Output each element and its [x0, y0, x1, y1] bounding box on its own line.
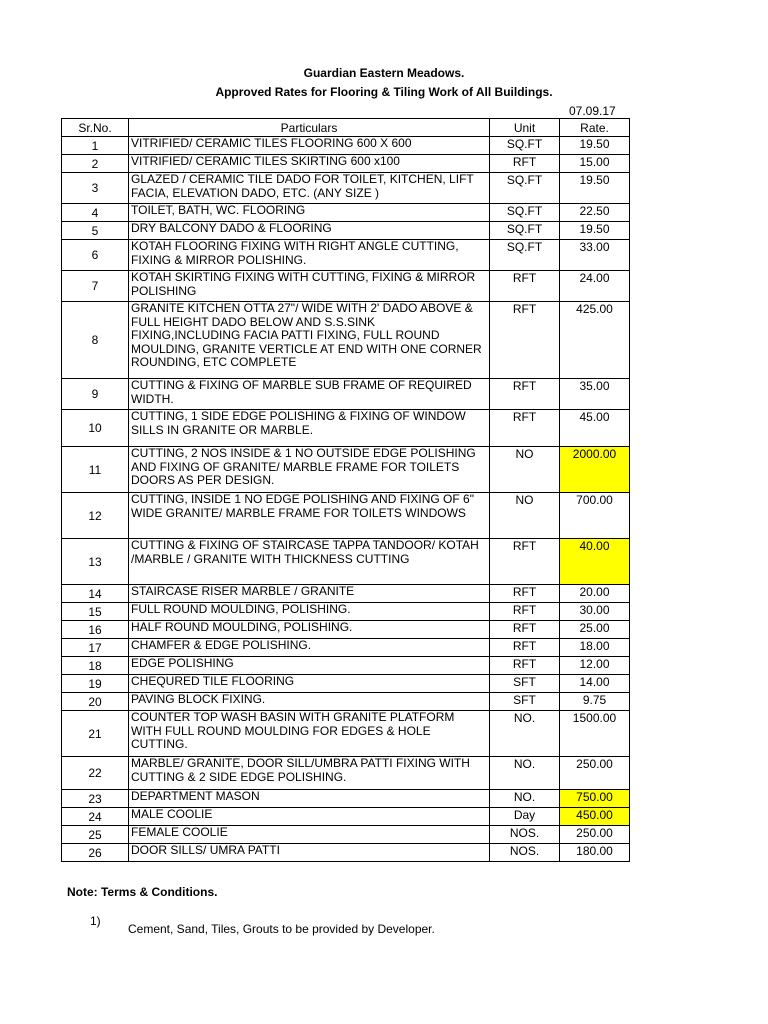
row-particulars: DRY BALCONY DADO & FLOORING: [129, 222, 490, 240]
table-row: [62, 639, 630, 657]
row-unit: RFT: [490, 639, 560, 657]
row-unit: RFT: [490, 657, 560, 675]
row-particulars: EDGE POLISHING: [129, 657, 490, 675]
row-srno: 14: [62, 585, 129, 603]
row-particulars: TOILET, BATH, WC. FLOORING: [129, 204, 490, 222]
row-rate: 12.00: [560, 657, 630, 675]
row-unit: NO: [490, 447, 560, 493]
table-row: [62, 222, 630, 240]
rates-table: [61, 118, 630, 862]
row-rate: 19.50: [560, 137, 630, 155]
row-particulars: CHAMFER & EDGE POLISHING.: [129, 639, 490, 657]
row-srno: 2: [62, 155, 129, 173]
table-row: [62, 711, 630, 757]
row-rate: 14.00: [560, 675, 630, 693]
row-rate: 20.00: [560, 585, 630, 603]
row-rate: 33.00: [560, 240, 630, 271]
document-date: 07.09.17: [569, 104, 616, 118]
row-particulars: COUNTER TOP WASH BASIN WITH GRANITE PLATFORM WITH FULL ROUND MOULDING FOR EDGES & HOLE CUTTING.: [129, 711, 490, 757]
row-unit: SQ.FT: [490, 222, 560, 240]
row-particulars: FULL ROUND MOULDING, POLISHING.: [129, 603, 490, 621]
row-srno: 13: [62, 539, 129, 585]
row-rate: 19.50: [560, 173, 630, 204]
row-rate: 250.00: [560, 826, 630, 844]
row-srno: 10: [62, 410, 129, 447]
notes-heading: Note: Terms & Conditions.: [67, 885, 218, 899]
table-row: [62, 757, 630, 790]
row-unit: NOS.: [490, 844, 560, 862]
row-rate: 15.00: [560, 155, 630, 173]
table-row: [62, 621, 630, 639]
row-srno: 26: [62, 844, 129, 862]
row-srno: 7: [62, 271, 129, 302]
row-rate: 22.50: [560, 204, 630, 222]
row-rate: 250.00: [560, 757, 630, 790]
row-srno: 11: [62, 447, 129, 493]
row-unit: RFT: [490, 539, 560, 585]
row-unit: RFT: [490, 271, 560, 302]
row-rate: 425.00: [560, 302, 630, 379]
row-srno: 4: [62, 204, 129, 222]
row-rate: 450.00: [560, 808, 630, 826]
row-srno: 5: [62, 222, 129, 240]
row-particulars: STAIRCASE RISER MARBLE / GRANITE: [129, 585, 490, 603]
row-unit: SQ.FT: [490, 137, 560, 155]
row-srno: 24: [62, 808, 129, 826]
row-unit: RFT: [490, 621, 560, 639]
row-unit: SQ.FT: [490, 173, 560, 204]
row-rate: 35.00: [560, 379, 630, 410]
table-row: [62, 155, 630, 173]
row-particulars: MARBLE/ GRANITE, DOOR SILL/UMBRA PATTI FIXING WITH CUTTING & 2 SIDE EDGE POLISHING.: [129, 757, 490, 790]
row-unit: NOS.: [490, 826, 560, 844]
row-srno: 19: [62, 675, 129, 693]
row-particulars: FEMALE COOLIE: [129, 826, 490, 844]
row-rate: 40.00: [560, 539, 630, 585]
row-particulars: MALE COOLIE: [129, 808, 490, 826]
table-row: [62, 675, 630, 693]
row-particulars: VITRIFIED/ CERAMIC TILES FLOORING 600 X 600: [129, 137, 490, 155]
table-row: [62, 539, 630, 585]
row-unit: RFT: [490, 603, 560, 621]
row-srno: 21: [62, 711, 129, 757]
row-particulars: HALF ROUND MOULDING, POLISHING.: [129, 621, 490, 639]
row-srno: 25: [62, 826, 129, 844]
row-rate: 9.75: [560, 693, 630, 711]
row-unit: SQ.FT: [490, 204, 560, 222]
table-row: [62, 844, 630, 862]
row-rate: 24.00: [560, 271, 630, 302]
row-rate: 30.00: [560, 603, 630, 621]
table-row: [62, 410, 630, 447]
row-srno: 6: [62, 240, 129, 271]
row-particulars: DOOR SILLS/ UMRA PATTI: [129, 844, 490, 862]
row-unit: NO: [490, 493, 560, 539]
row-unit: NO.: [490, 790, 560, 808]
table-row: [62, 603, 630, 621]
row-unit: RFT: [490, 302, 560, 379]
table-row: [62, 302, 630, 379]
row-srno: 23: [62, 790, 129, 808]
row-unit: SFT: [490, 675, 560, 693]
table-row: [62, 808, 630, 826]
row-unit: RFT: [490, 585, 560, 603]
col-header-rate: Rate.: [560, 119, 630, 137]
row-unit: Day: [490, 808, 560, 826]
company-name: Guardian Eastern Meadows.: [303, 66, 465, 80]
row-rate: 18.00: [560, 639, 630, 657]
row-srno: 17: [62, 639, 129, 657]
row-particulars: KOTAH SKIRTING FIXING WITH CUTTING, FIXING & MIRROR POLISHING: [129, 271, 490, 302]
row-rate: 2000.00: [560, 447, 630, 493]
row-unit: SQ.FT: [490, 240, 560, 271]
row-particulars: GLAZED / CERAMIC TILE DADO FOR TOILET, KITCHEN, LIFT FACIA, ELEVATION DADO, ETC. (ANY SIZE ): [129, 173, 490, 204]
table-row: [62, 271, 630, 302]
table-row: [62, 204, 630, 222]
row-particulars: PAVING BLOCK FIXING.: [129, 693, 490, 711]
term-text: Cement, Sand, Tiles, Grouts to be provided by Developer.: [128, 922, 435, 936]
row-particulars: CHEQURED TILE FLOORING: [129, 675, 490, 693]
row-unit: RFT: [490, 410, 560, 447]
row-unit: SFT: [490, 693, 560, 711]
table-row: [62, 137, 630, 155]
row-particulars: DEPARTMENT MASON: [129, 790, 490, 808]
row-unit: NO.: [490, 757, 560, 790]
row-particulars: CUTTING, INSIDE 1 NO EDGE POLISHING AND FIXING OF 6" WIDE GRANITE/ MARBLE FRAME FOR TOILETS WINDOWS: [129, 493, 490, 539]
col-header-srno: Sr.No.: [62, 119, 129, 137]
row-particulars: CUTTING & FIXING OF MARBLE SUB FRAME OF REQUIRED WIDTH.: [129, 379, 490, 410]
row-particulars: CUTTING, 1 SIDE EDGE POLISHING & FIXING OF WINDOW SILLS IN GRANITE OR MARBLE.: [129, 410, 490, 447]
document-title: Approved Rates for Flooring & Tiling Work of All Buildings.: [215, 85, 553, 99]
row-unit: NO.: [490, 711, 560, 757]
row-srno: 22: [62, 757, 129, 790]
row-rate: 180.00: [560, 844, 630, 862]
row-rate: 750.00: [560, 790, 630, 808]
row-unit: RFT: [490, 155, 560, 173]
row-srno: 8: [62, 302, 129, 379]
term-number: 1): [90, 914, 101, 928]
row-srno: 15: [62, 603, 129, 621]
table-row: [62, 493, 630, 539]
row-particulars: CUTTING, 2 NOS INSIDE & 1 NO OUTSIDE EDGE POLISHING AND FIXING OF GRANITE/ MARBLE FRAME FOR TOILETS DOORS AS PER DESIGN.: [129, 447, 490, 493]
row-srno: 9: [62, 379, 129, 410]
row-srno: 20: [62, 693, 129, 711]
table-row: [62, 657, 630, 675]
table-header-row: [62, 119, 630, 137]
row-particulars: KOTAH FLOORING FIXING WITH RIGHT ANGLE CUTTING, FIXING & MIRROR POLISHING.: [129, 240, 490, 271]
col-header-unit: Unit: [490, 119, 560, 137]
table-row: [62, 447, 630, 493]
row-rate: 1500.00: [560, 711, 630, 757]
row-particulars: VITRIFIED/ CERAMIC TILES SKIRTING 600 x100: [129, 155, 490, 173]
row-srno: 12: [62, 493, 129, 539]
row-srno: 18: [62, 657, 129, 675]
row-unit: RFT: [490, 379, 560, 410]
table-row: [62, 173, 630, 204]
row-rate: 25.00: [560, 621, 630, 639]
col-header-particulars: Particulars: [129, 119, 490, 137]
row-rate: 45.00: [560, 410, 630, 447]
table-row: [62, 585, 630, 603]
row-particulars: GRANITE KITCHEN OTTA 27"/ WIDE WITH 2' DADO ABOVE & FULL HEIGHT DADO BELOW AND S.S.SINK FIXING,INCLUDING FACIA PATTI FIXING, FULL ROUND MOULDING, GRANITE VERTICLE AT END WITH ONE CORNER ROUNDING, ETC COMPLETE: [129, 302, 490, 379]
table-row: [62, 693, 630, 711]
table-row: [62, 790, 630, 808]
row-particulars: CUTTING & FIXING OF STAIRCASE TAPPA TANDOOR/ KOTAH /MARBLE / GRANITE WITH THICKNESS CUTTING: [129, 539, 490, 585]
table-row: [62, 379, 630, 410]
table-row: [62, 826, 630, 844]
row-rate: 19.50: [560, 222, 630, 240]
row-srno: 1: [62, 137, 129, 155]
table-row: [62, 240, 630, 271]
row-rate: 700.00: [560, 493, 630, 539]
row-srno: 3: [62, 173, 129, 204]
row-srno: 16: [62, 621, 129, 639]
